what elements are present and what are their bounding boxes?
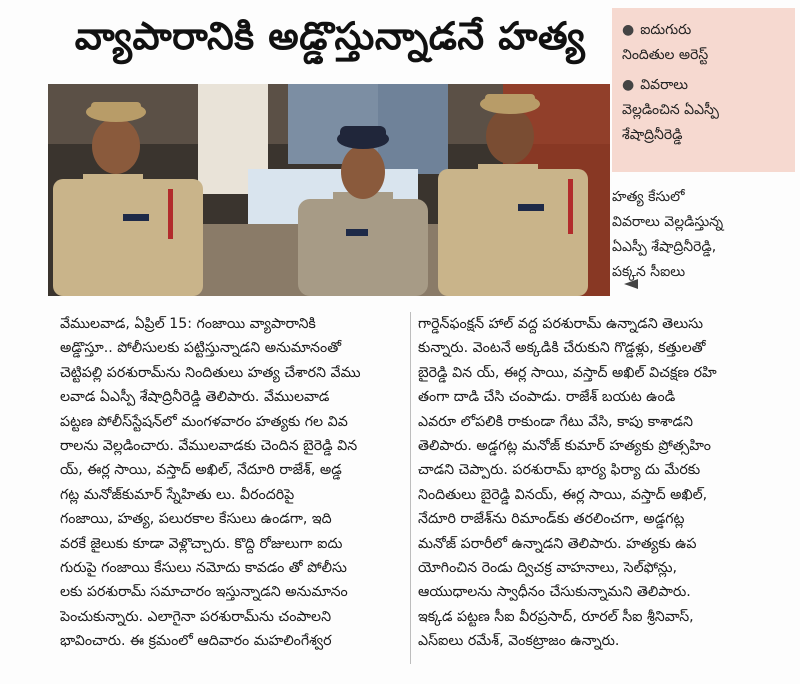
article-line: ఎవరూ లోపలికి రాకుండా గేటు వేసి, కాపు కాశాడని: [418, 413, 693, 430]
article-line: పట్టణ పోలీస్‌స్టేషన్‌లో మంగళవారం హత్యకు గల వివ: [60, 413, 348, 430]
article-line: య్, ఈర్ల సాయి, వస్తాద్ అఖిల్, నేదూరి రాజేశ్, అడ్డ: [60, 462, 342, 479]
caption-line: వివరాలు వెల్లడిస్తున్న: [612, 214, 724, 230]
article-line: చాడని చెప్పారు. పరశురామ్ భార్య ఫిర్యా దు మేరకు: [418, 462, 701, 479]
bullet-icon: ●: [622, 77, 635, 93]
highlight-item: [622, 73, 787, 148]
headline: వ్యాపారానికి అడ్డొస్తున్నాడనే హత్య: [74, 14, 586, 58]
article-line: ఆయుధాలను స్వాధీనం చేసుకున్నామని తెలిపారు.: [418, 584, 691, 601]
highlight-line: శేషాద్రినీరెడ్డి: [622, 127, 683, 143]
article-line: లకు పరశురామ్ సమాచారం ఇస్తున్నాడని అనుమానం: [60, 584, 348, 601]
article-line: భావించారు. ఈ క్రమంలో ఆదివారం మహలింగేశ్వర: [60, 633, 332, 650]
article-line: తెలిపారు. అడ్డగట్ల మనోజ్ కుమార్ హత్యకు ప్రోత్సహిం: [418, 438, 712, 455]
article-line: గట్ల మనోజ్‌కుమార్ స్నేహితు లు. వీరందరిపై: [60, 486, 295, 503]
article-line: వరకే జైలుకు కూడా వెళ్లొచ్చారు. కొద్ది రోజులుగా ఐదు: [60, 535, 343, 552]
highlight-line: వెల్లడించిన ఏఎస్పీ: [622, 102, 719, 118]
caption-arrow-icon: [624, 279, 638, 289]
photo-caption: [612, 185, 795, 285]
article-line: కున్నారు. వెంటనే అక్కడికి చేరుకుని గొడ్డళ్లు, కత్తులతో: [418, 340, 706, 357]
article-line: ఇక్కడ పట్టణ సీఐ వీరప్రసాద్, రూరల్ సీఐ శ్రీనివాస్,: [418, 608, 694, 625]
article-line: చెట్టిపల్లి పరశురామ్‌ను నిందితులు హత్య చేశారని వేము: [60, 364, 361, 381]
article-line: మనోజ్ పరారీలో ఉన్నాడని తెలిపారు. హత్యకు ఉప: [418, 535, 697, 552]
column-divider: [410, 312, 411, 664]
article-column-left: [60, 312, 405, 654]
article-line: ఎస్ఐలు రమేశ్, వెంకట్రాజం ఉన్నారు.: [418, 633, 620, 650]
article-line: లవాడ ఏఎస్పీ శేషాద్రినీరెడ్డి తెలిపారు. వేములవాడ: [60, 389, 330, 406]
highlight-line: నిందితుల అరెస్ట్: [622, 47, 709, 63]
highlight-line: వివరాలు: [640, 77, 689, 93]
highlights-box: [612, 8, 795, 172]
caption-line: హత్య కేసులో: [612, 189, 685, 205]
caption-line: పక్కన సీఐలు: [612, 264, 686, 280]
highlight-line: ఐదుగురు: [640, 22, 692, 38]
article-line: రాలను వెల్లడించారు. వేములవాడకు చెందిన బైరెడ్డి విన: [60, 438, 358, 455]
article-line: గంజాయి, హత్య, పలురకాల కేసులు ఉండగా, ఇది: [60, 511, 332, 528]
article-column-right: [418, 312, 763, 654]
press-conference-photo: [48, 84, 610, 296]
article-line: గార్డెన్‌ఫంక్షన్ హాల్ వద్ద పరశురామ్ ఉన్నాడని తెలుసు: [418, 316, 704, 332]
article-line: అడ్డొస్తూ.. పోలీసులకు పట్టిస్తున్నాడని అనుమానంతో: [60, 340, 342, 357]
article-line: యోగించిన రెండు ద్విచక్ర వాహనాలు, సెల్‌ఫోన్లు,: [418, 560, 678, 577]
highlight-item: [622, 18, 787, 68]
article-line: నిందితులు బైరెడ్డి వినయ్, ఈర్ల సాయి, వస్తాద్ అఖిల్,: [418, 486, 708, 503]
article-line: వేములవాడ, ఏప్రిల్ 15: గంజాయి వ్యాపారానికి: [60, 316, 316, 332]
article-line: బైరెడ్డి విన య్, ఈర్ల సాయి, వస్తాద్ అఖిల్ విచక్షణ రహి: [418, 364, 717, 381]
article-line: పెంచుకున్నారు. ఎలాగైనా పరశురామ్‌ను చంపాలని: [60, 608, 332, 625]
article-line: గురుపై గంజాయి కేసులు నమోదు కావడం తో పోలీసు: [60, 560, 347, 577]
article-line: నేదూరి రాజేశ్‌ను రిమాండ్‌కు తరలించగా, అడ్డగట్ల: [418, 511, 685, 528]
bullet-icon: ●: [622, 22, 635, 38]
caption-line: ఏఎస్పీ శేషాద్రినీరెడ్డి,: [612, 239, 717, 255]
article-line: తంగా దాడి చేసి చంపాడు. రాజేశ్ బయట ఉండి: [418, 389, 676, 406]
